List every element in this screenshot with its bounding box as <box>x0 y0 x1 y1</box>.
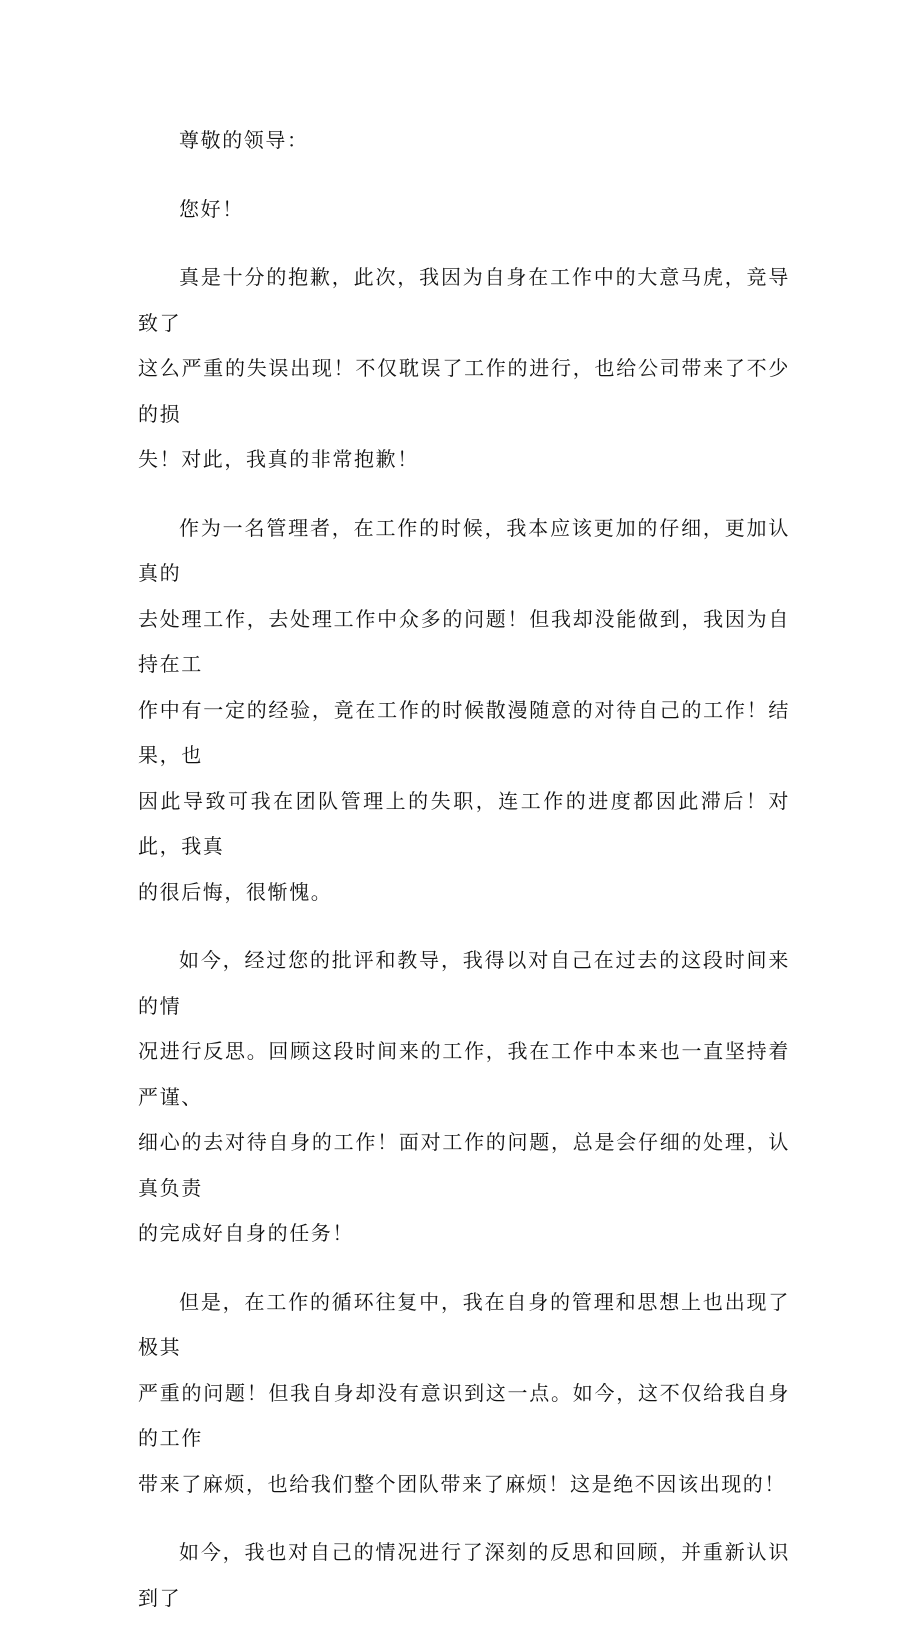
paragraph-line: 作中有一定的经验，竟在工作的时候散漫随意的对待自己的工作！结果，也 <box>138 697 790 767</box>
paragraph-line: 况进行反思。回顾这段时间来的工作，我在工作中本来也一直坚持着严谨、 <box>138 1039 790 1109</box>
paragraph-line: 的完成好自身的任务！ <box>138 1221 354 1245</box>
paragraph-line: 如今，我也对自己的情况进行了深刻的反思和回顾，并重新认识到了 <box>138 1540 790 1610</box>
paragraph-line: 这么严重的失误出现！不仅耽误了工作的进行，也给公司带来了不少的损 <box>138 356 790 426</box>
paragraph-line: 作为一名管理者，在工作的时候，我本应该更加的仔细，更加认真的 <box>138 515 790 585</box>
salutation: 尊敬的领导： <box>179 128 309 152</box>
paragraph-line: 如今，经过您的批评和教导，我得以对自己在过去的这段时间来的情 <box>138 948 790 1018</box>
paragraph-apology <box>138 255 790 483</box>
paragraph-recognition <box>138 1530 790 1621</box>
letter-body <box>138 118 790 1644</box>
paragraph-line: 带来了麻烦，也给我们整个团队带来了麻烦！这是绝不因该出现的！ <box>138 1471 786 1496</box>
greeting: 您好！ <box>179 196 244 221</box>
paragraph-line: 但是，在工作的循环往复中，我在自身的管理和思想上也出现了极其 <box>138 1289 790 1359</box>
paragraph-line: 细心的去对待自身的工作！面对工作的问题，总是会仔细的处理，认真负责 <box>138 1130 790 1200</box>
paragraph-line: 真是十分的抱歉，此次，我因为自身在工作中的大意马虎，竞导致了 <box>138 265 790 335</box>
paragraph-line: 的很后悔，很惭愧。 <box>138 879 333 904</box>
paragraph-line: 去处理工作，去处理工作中众多的问题！但我却没能做到，我因为自持在工 <box>138 606 790 676</box>
paragraph-problems <box>138 1280 790 1508</box>
paragraph-manager-duty <box>138 506 790 916</box>
paragraph-line: 严重的问题！但我自身却没有意识到这一点。如今，这不仅给我自身的工作 <box>138 1380 790 1450</box>
paragraph-line: 因此导致可我在团队管理上的失职，连工作的进度都因此滞后！对此，我真 <box>138 788 790 858</box>
paragraph-line: 失！对此，我真的非常抱歉！ <box>138 447 419 471</box>
paragraph-reflection <box>138 938 790 1257</box>
